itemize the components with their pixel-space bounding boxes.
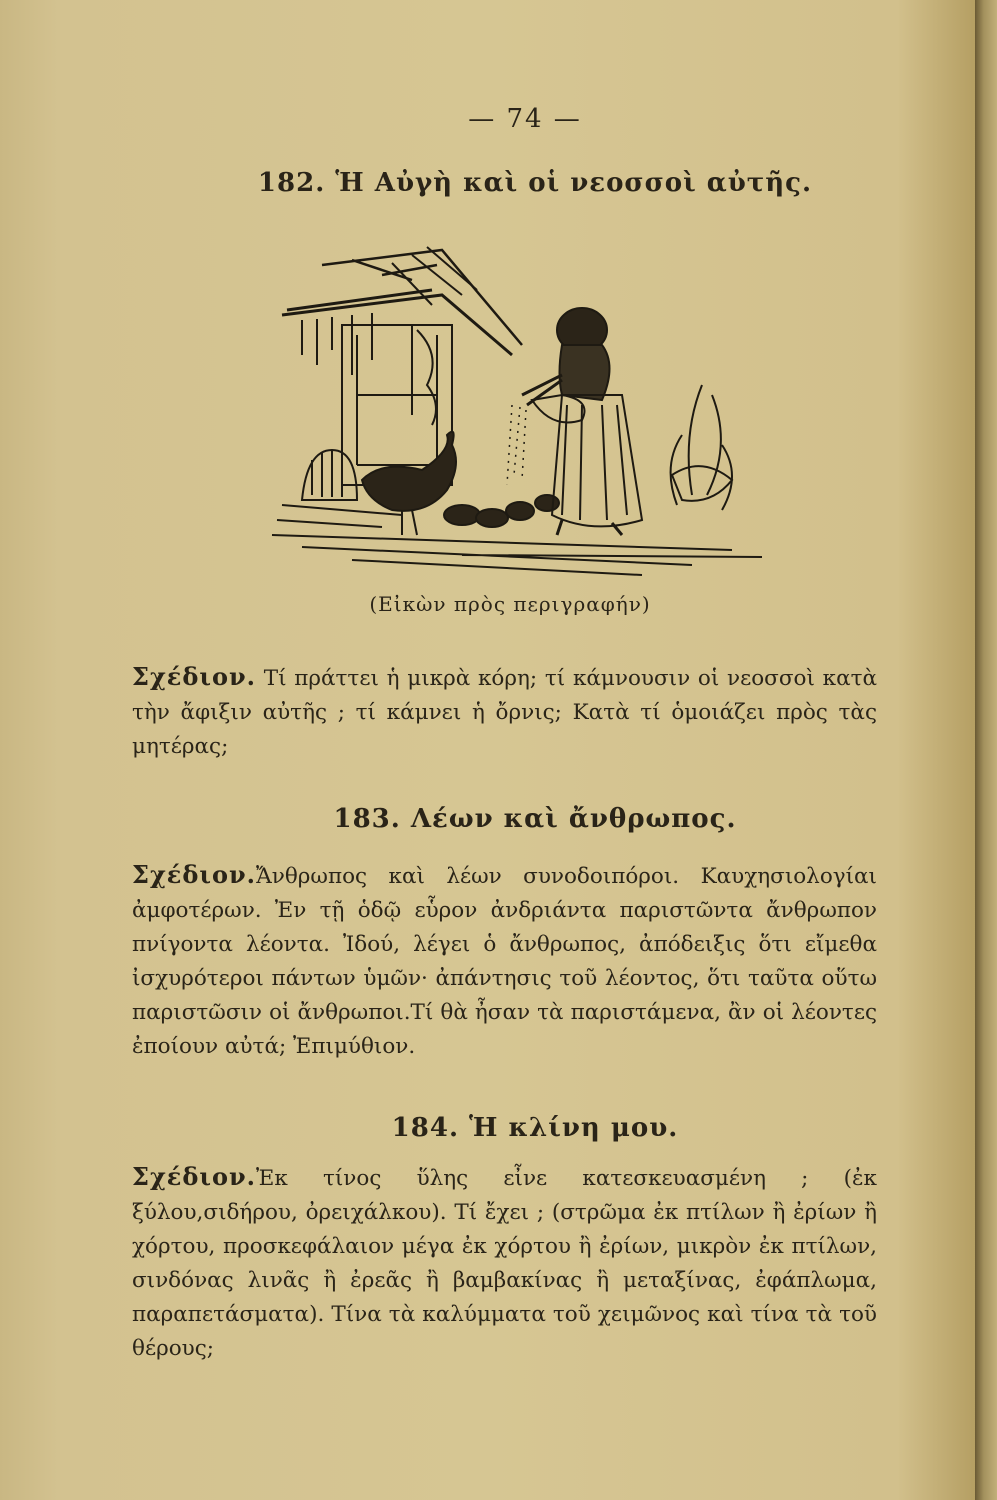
book-spine-edge xyxy=(975,0,997,1500)
section-182-text xyxy=(132,660,877,764)
section-183-lead: Σχέδιον. xyxy=(132,860,256,889)
section-183-text xyxy=(132,858,877,1064)
section-183-body: Ἄνθρωπος καὶ λέων συνοδοιπόροι. Καυχησιολογίαι ἀμφοτέρων. Ἐν τῇ ὁδῷ εὗρον ἀνδριάντα παριστῶντα ἄνθρωπον πνίγοντα λέοντα. Ἰδού, λέγει ὁ ἄνθρωπος, ἀπόδειξις ὅτι εἴμεθα ἰσχυρότεροι πάντων ὑμῶν· ἀπάντησις τοῦ λέοντος, ὅτι ταῦτα οὕτω παριστῶσιν οἱ ἄνθρωποι.Τί θὰ ἦσαν τὰ παριστάμενα, ἂν οἱ λέοντες ἐποίουν αὐτά; Ἐπιμύθιον. xyxy=(132,864,877,1059)
section-184-body: Ἐκ τίνος ὕλης εἶνε κατεσκευασμένη ; (ἐκ ξύλου,σιδήρου, ὀρειχάλκου). Τί ἔχει ; (στρῶμα ἐκ πτίλων ἢ ἐρίων ἢ χόρτου, προσκεφάλαιον μέγα ἐκ χόρτου ἢ ἐρίων, μικρὸν ἐκ πτίλων, σινδόνας λινᾶς ἢ ἐρεᾶς ἢ βαμβακίνας ἢ μεταξίνας, ἐφάπλωμα, παραπετάσματα). Τίνα τὰ καλύμματα τοῦ χειμῶνος καὶ τίνα τὰ τοῦ θέρους; xyxy=(132,1166,877,1361)
section-184-lead: Σχέδιον. xyxy=(132,1162,256,1191)
section-182-heading: 182. Ἡ Αὐγὴ καὶ οἱ νεοσσοὶ αὐτῆς. xyxy=(257,168,813,198)
section-182-lead: Σχέδιον. xyxy=(132,662,256,691)
figure-caption: (Εἰκὼν πρὸς περιγραφήν) xyxy=(369,592,651,616)
section-182-body: Τί πράττει ἡ μικρὰ κόρη; τί κάμνουσιν οἱ νεοσσοὶ κατὰ τὴν ἄφιξιν αὐτῆς ; τί κάμνει ἡ ὄρνις; Κατὰ τί ὁμοιάζει πρὸς τὰς μητέρας; xyxy=(132,666,877,759)
section-184-text xyxy=(132,1160,877,1366)
page-number: — 74 — xyxy=(468,104,582,134)
section-183-heading: 183. Λέων καὶ ἄνθρωπος. xyxy=(333,804,737,834)
section-184-heading: 184. Ἡ κλίνη μου. xyxy=(391,1113,679,1143)
illustration-girl-feeding-chickens xyxy=(262,235,782,585)
